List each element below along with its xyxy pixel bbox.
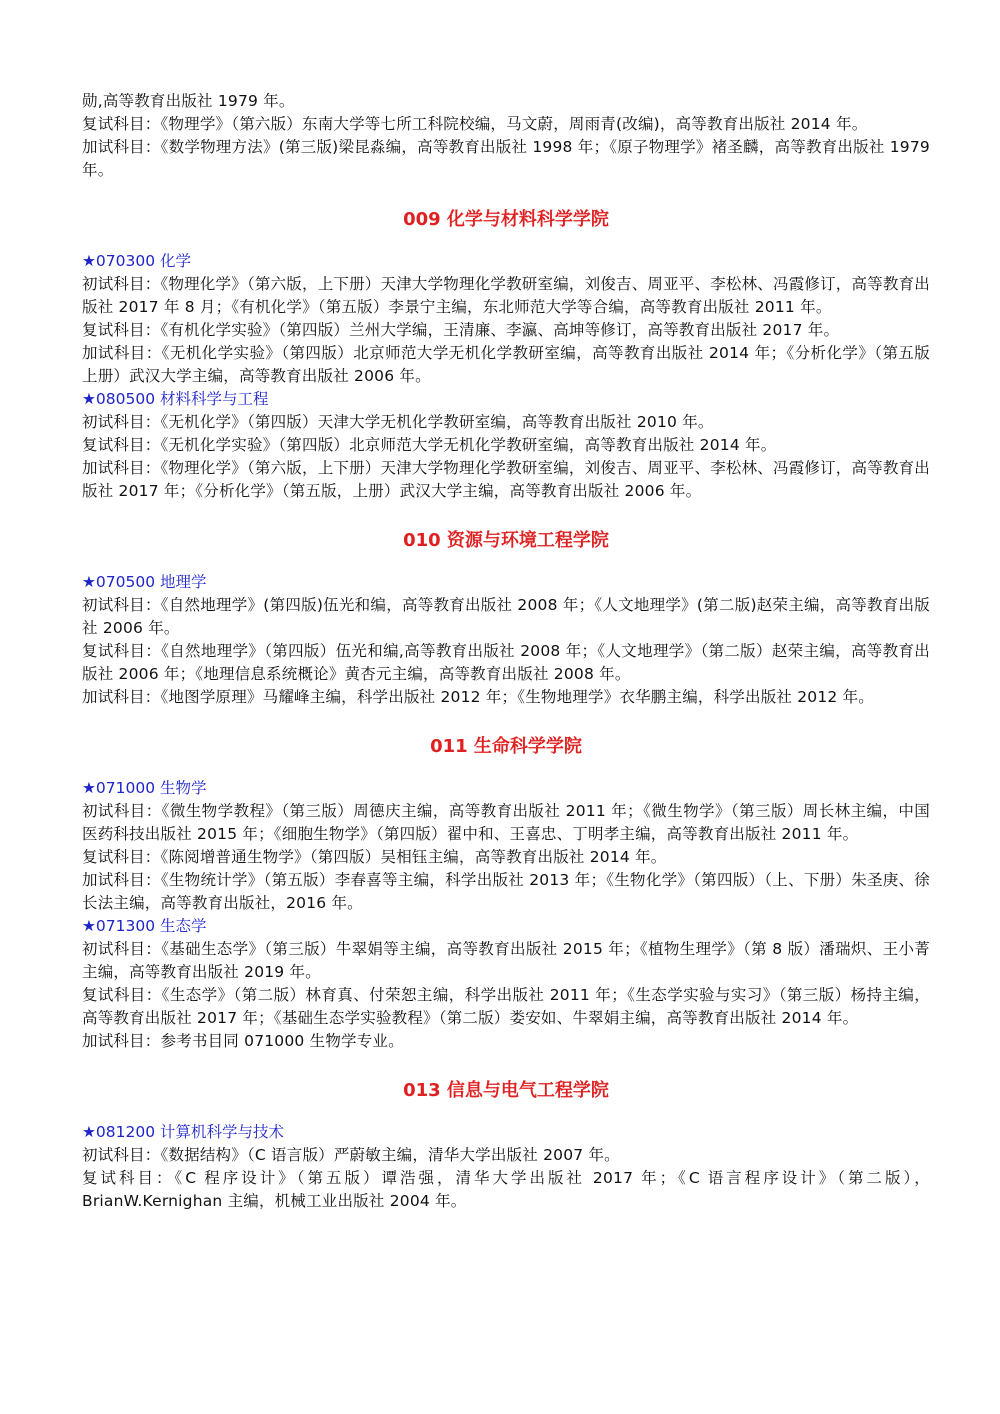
college-section-013 bbox=[82, 1061, 930, 1213]
major-block-070300 bbox=[82, 250, 930, 388]
intro-line: 加试科目：《数学物理方法》(第三版)梁昆淼编，高等教育出版社 1998 年；《原子物理学》褚圣麟，高等教育出版社 1979 年。 bbox=[82, 138, 930, 179]
exam-initial: 初试科目：《无机化学》（第四版）天津大学无机化学教研室编，高等教育出版社 2010 年。 bbox=[82, 413, 714, 431]
exam-retest: 复试科目：《自然地理学》（第四版）伍光和编,高等教育出版社 2008 年；《人文地理学》（第二版）赵荣主编，高等教育出版社 2006 年；《地理信息系统概论》黄杏元主编，高等教育出版社 2008 年。 bbox=[82, 642, 930, 683]
exam-initial: 初试科目：《微生物学教程》（第三版）周德庆主编，高等教育出版社 2011 年；《微生物学》（第三版）周长林主编，中国医药科技出版社 2015 年；《细胞生物学》（第四版）翟中和、王喜忠、丁明孝主编，高等教育出版社 2011 年。 bbox=[82, 802, 930, 843]
major-title: ★081200 计算机科学与技术 bbox=[82, 1123, 284, 1141]
major-block-071300 bbox=[82, 915, 930, 1053]
college-section-011 bbox=[82, 717, 930, 1053]
major-block-071000 bbox=[82, 777, 930, 915]
exam-extra: 加试科目：参考书目同 071000 生物学专业。 bbox=[82, 1032, 404, 1050]
exam-initial: 初试科目：《自然地理学》(第四版)伍光和编，高等教育出版社 2008 年；《人文地理学》(第二版)赵荣主编，高等教育出版社 2006 年。 bbox=[82, 596, 930, 637]
document-page bbox=[82, 90, 930, 1213]
exam-initial: 初试科目：《基础生态学》（第三版）牛翠娟等主编，高等教育出版社 2015 年；《植物生理学》（第 8 版）潘瑞炽、王小菁主编，高等教育出版社 2019 年。 bbox=[82, 940, 930, 981]
major-block-081200 bbox=[82, 1121, 930, 1213]
college-title: 009 化学与材料科学学院 bbox=[403, 209, 609, 230]
major-title: ★071000 生物学 bbox=[82, 779, 207, 797]
exam-retest: 复试科目：《无机化学实验》（第四版）北京师范大学无机化学教研室编，高等教育出版社 2014 年。 bbox=[82, 436, 777, 454]
exam-extra: 加试科目：《物理化学》（第六版，上下册）天津大学物理化学教研室编，刘俊吉、周亚平、李松林、冯霞修订，高等教育出版社 2017 年；《分析化学》（第五版，上册）武汉大学主编，高等教育出版社 2006 年。 bbox=[82, 459, 931, 500]
major-block-080500 bbox=[82, 388, 930, 503]
college-section-010 bbox=[82, 511, 930, 709]
major-block-070500 bbox=[82, 571, 930, 709]
exam-extra: 加试科目：《生物统计学》（第五版）李春喜等主编，科学出版社 2013 年；《生物化学》（第四版）（上、下册）朱圣庚、徐长法主编，高等教育出版社，2016 年。 bbox=[82, 871, 930, 912]
exam-retest: 复试科目：《生态学》（第二版）林育真、付荣恕主编，科学出版社 2011 年；《生态学实验与实习》（第三版）杨持主编，高等教育出版社 2017 年；《基础生态学实验教程》（第二版）娄安如、牛翠娟主编，高等教育出版社 2014 年。 bbox=[82, 986, 930, 1027]
college-title: 010 资源与环境工程学院 bbox=[403, 530, 609, 551]
intro-line: 复试科目：《物理学》（第六版）东南大学等七所工科院校编，马文蔚，周雨青(改编)，高等教育出版社 2014 年。 bbox=[82, 115, 868, 133]
major-title: ★070500 地理学 bbox=[82, 573, 207, 591]
exam-initial: 初试科目：《数据结构》（C 语言版）严蔚敏主编，清华大学出版社 2007 年。 bbox=[82, 1146, 620, 1164]
exam-extra: 加试科目：《无机化学实验》（第四版）北京师范大学无机化学教研室编，高等教育出版社 2014 年；《分析化学》（第五版上册）武汉大学主编，高等教育出版社 2006 年。 bbox=[82, 344, 930, 385]
exam-retest: 复试科目：《陈阅增普通生物学》（第四版）吴相钰主编，高等教育出版社 2014 年。 bbox=[82, 848, 667, 866]
college-title: 013 信息与电气工程学院 bbox=[403, 1080, 609, 1101]
intro-line: 勋,高等教育出版社 1979 年。 bbox=[82, 92, 295, 110]
intro-section bbox=[82, 90, 930, 182]
major-title: ★080500 材料科学与工程 bbox=[82, 390, 269, 408]
college-title: 011 生命科学学院 bbox=[430, 736, 582, 757]
exam-retest: 复试科目：《C 程序设计》（第五版）谭浩强，清华大学出版社 2017 年；《C 语言程序设计》（第二版），BrianW.Kernighan 主编，机械工业出版社 2004 年。 bbox=[82, 1169, 930, 1210]
exam-initial: 初试科目：《物理化学》（第六版，上下册）天津大学物理化学教研室编，刘俊吉、周亚平、李松林、冯霞修订，高等教育出版社 2017 年 8 月；《有机化学》（第五版）李景宁主编，东北师范大学等合编，高等教育出版社 2011 年。 bbox=[82, 275, 931, 316]
exam-extra: 加试科目：《地图学原理》马耀峰主编，科学出版社 2012 年；《生物地理学》衣华鹏主编，科学出版社 2012 年。 bbox=[82, 688, 875, 706]
major-title: ★070300 化学 bbox=[82, 252, 191, 270]
major-title: ★071300 生态学 bbox=[82, 917, 207, 935]
exam-retest: 复试科目：《有机化学实验》（第四版）兰州大学编，王清廉、李瀛、高坤等修订，高等教育出版社 2017 年。 bbox=[82, 321, 840, 339]
college-section-009 bbox=[82, 190, 930, 503]
